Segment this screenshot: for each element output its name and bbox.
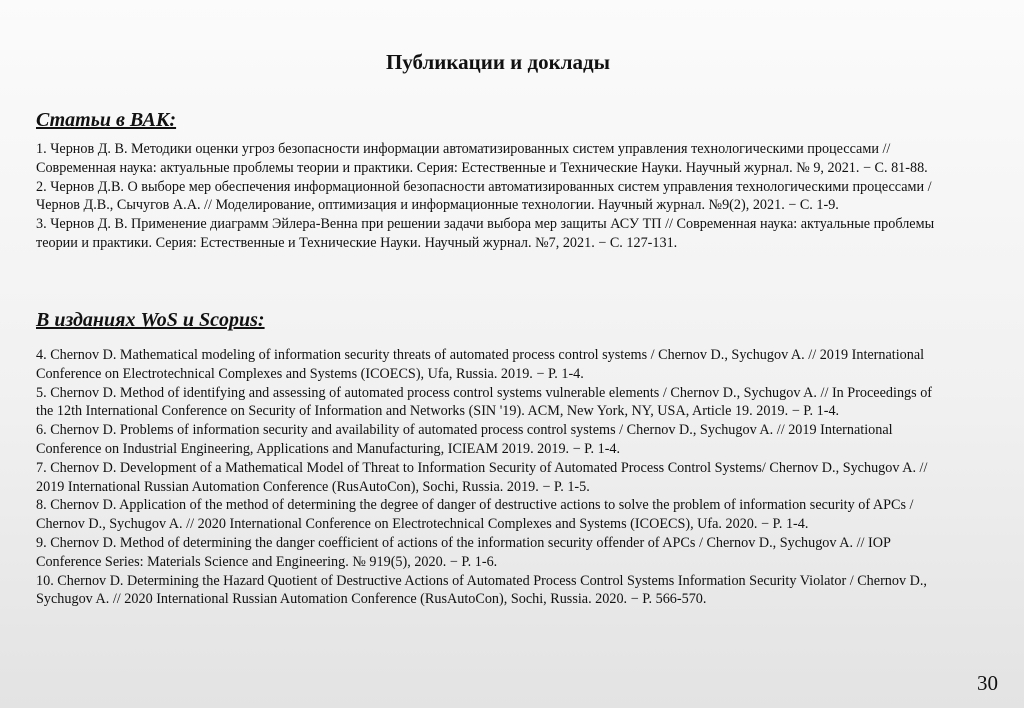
list-item: 8. Chernov D. Application of the method of determining the degree of danger of destructive actions to solve the problem of information security of APCs / Chernov D., Sychugov A. // 2020 International Conference on Electrotechnical Complexes and Systems (ICOECS), Ufa. 2020. − P. 1-4. xyxy=(36,497,914,533)
section-heading-vak: Статьи в ВАК: xyxy=(36,109,177,131)
list-item: 4. Chernov D. Mathematical modeling of information security threats of automated process control systems / Chernov D., Sychugov A. // 2019 International Conference on Electrotechnical Complexes and Systems (ICOECS), Ufa, Russia. 2019. − P. 1-4. xyxy=(36,347,925,382)
page-title: Публикации и доклады xyxy=(385,50,611,74)
list-item: 5. Chernov D. Method of identifying and assessing of automated process control systems vulnerable elements / Chernov D., Sychugov A. // In Proceedings of the 12th International Conference on Security of Information and Networks (SIN '19). ACM, New York, NY, USA, Article 19. 2019. − P. 1-4. xyxy=(36,384,933,420)
wos-scopus-publication-list xyxy=(36,346,948,609)
list-item: 7. Chernov D. Development of a Mathematical Model of Threat to Information Security of Automated Process Control Systems/ Chernov D., Sychugov A. // 2019 International Russian Automation Conference (RusAutoCon), Sochi, Russia. 2019. − P. 1-5. xyxy=(36,459,928,495)
list-item: 3. Чернов Д. В. Применение диаграмм Эйлера-Венна при решении задачи выбора мер защиты АСУ ТП // Современная наука: актуальные проблемы теории и практики. Серия: Естественные и Технические Науки. Научный журнал. №7, 2021. − С. 127-131. xyxy=(36,216,935,251)
section-heading-wos-scopus: В изданиях WoS и Scopus: xyxy=(36,309,265,331)
page-number: 30 xyxy=(977,671,998,695)
vak-publication-list xyxy=(36,140,948,253)
list-item: 2. Чернов Д.В. О выборе мер обеспечения информационной безопасности автоматизированных систем управления технологическими процессами / Чернов Д.В., Сычугов А.А. // Моделирование, оптимизация и информационные технологии. Научный журнал. №9(2), 2021. − С. 1-9. xyxy=(36,178,932,214)
list-item: 6. Chernov D. Problems of information security and availability of automated process control systems / Chernov D., Sychugov A. // 2019 International Conference on Industrial Engineering, Applications and Manufacturing, ICIEAM 2019. 2019. − P. 1-4. xyxy=(36,422,893,457)
list-item: 10. Chernov D. Determining the Hazard Quotient of Destructive Actions of Automated Process Control Systems Information Security Violator / Chernov D., Sychugov A. // 2020 International Russian Automation Conference (RusAutoCon), Sochi, Russia. 2020. − P. 566-570. xyxy=(36,572,927,608)
list-item: 1. Чернов Д. В. Методики оценки угроз безопасности информации автоматизированных систем управления технологическими процессами // Современная наука: актуальные проблемы теории и практики. Серия: Естественные и Технические Науки. Научный журнал. № 9, 2021. − С. 81-88. xyxy=(36,141,928,176)
list-item: 9. Chernov D. Method of determining the danger coefficient of actions of the information security offender of APCs / Chernov D., Sychugov A. // IOP Conference Series: Materials Science and Engineering. № 919(5), 2020. − P. 1-6. xyxy=(36,534,891,570)
